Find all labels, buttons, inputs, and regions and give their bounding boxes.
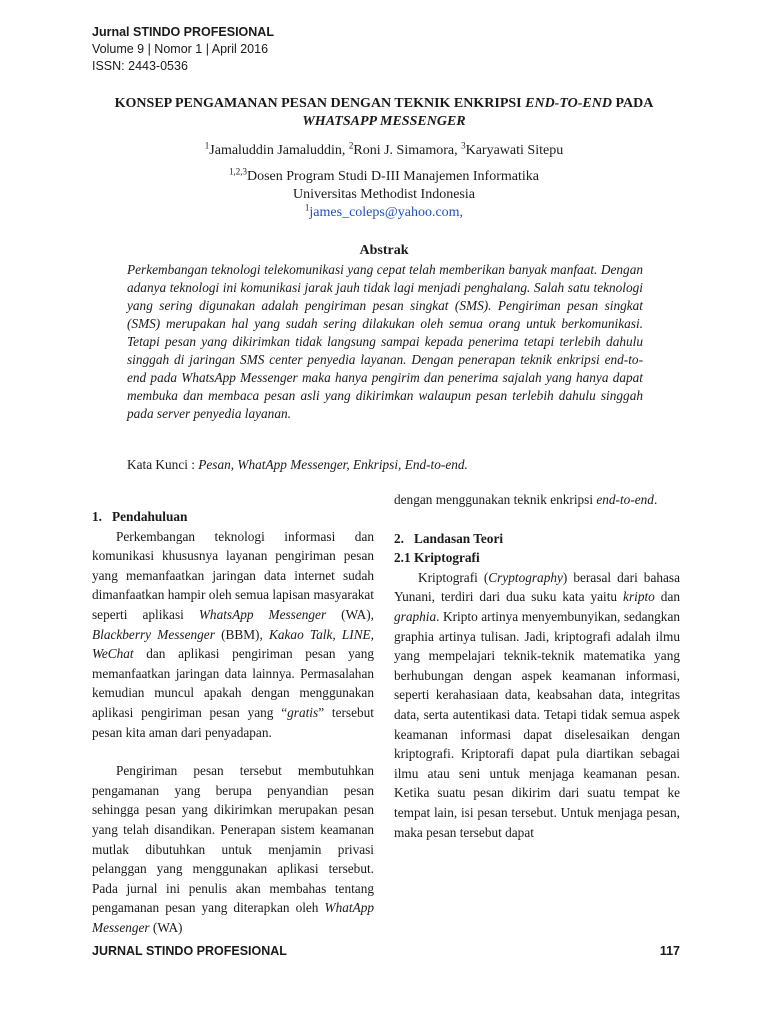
department: Dosen Program Studi D-III Manajemen Informatika: [247, 169, 539, 184]
text-run: Perkembangan teknologi informasi dan komunikasi khususnya layanan pengiriman pesan yang memanfaatkan jaringan data internet sudah dimanfaatkan hampir oleh semua lapisan masyarakat seperti aplikasi: [92, 528, 374, 622]
text-run: (WA): [149, 919, 183, 935]
affiliation: [60, 168, 708, 222]
keywords: [127, 457, 468, 473]
text-run-italic: Blackberry Messenger: [92, 626, 215, 642]
footer-journal-name: JURNAL STINDO PROFESIONAL: [92, 944, 287, 958]
text-run: ” tersebut pesan kita aman dari penyadapan.: [92, 704, 374, 740]
keywords-label: Kata Kunci :: [127, 457, 199, 472]
abstract-text: Perkembangan teknologi telekomunikasi yang cepat telah memberikan banyak manfaat. Dengan adanya teknologi ini komunikasi jarak jauh tidak lagi menjadi penghalang. Salah satu teknologi yang sering digunakan adalah pengiriman pesan singkat (SMS). Pengiriman pesan singkat (SMS) merupakan hal yang sudah sering dilakukan oleh semua orang untuk berkomunikasi. Tetapi pesan yang dikirimkan tidak langsung sampai kepada penerima tetapi terlebih dahulu singgah di jaringan SMS center penyedia layanan. Dengan penerapan teknik enkripsi end-to-end pada WhatsApp Messenger maka hanya pengirim dan penerima sajalah yang hanya dapat membuka dan membaca pesan asli yang dikirimkan walaupun pesan terlebih dahulu singgah pada server penyedia layanan.: [127, 262, 643, 421]
text-run-italic: graphia: [394, 608, 437, 624]
volume-line: Volume 9 | Nomor 1 | April 2016: [92, 42, 269, 56]
left-column: [92, 507, 374, 937]
title-line-2: WHATSAPP MESSENGER: [302, 114, 466, 129]
title-part-2: END-TO-END: [525, 96, 612, 111]
continuation-paragraph: [394, 490, 680, 510]
text-run-italic: WhatsApp Messenger: [198, 606, 327, 622]
section-1-paragraph-2: [92, 761, 374, 937]
text-run-italic: Cryptography: [488, 569, 563, 585]
email-sup: 1: [304, 202, 310, 213]
text-run-italic: WhatApp Messenger: [92, 900, 374, 935]
issn: ISSN: 2443-0536: [92, 59, 188, 73]
text-run-italic: Kakao Talk, LINE, WeChat: [92, 626, 375, 662]
text-run: (WA),: [326, 606, 374, 622]
author-list: [60, 140, 708, 159]
section-2-title: Landasan Teori: [414, 530, 504, 546]
abstract-heading: Abstrak: [359, 243, 409, 258]
text-run-italic: kripto: [623, 589, 655, 605]
text-run: . Kripto artinya menyembunyikan, sedangkan graphia artinya tulisan. Jadi, kriptografi adalah ilmu yang mempelajari teknik-teknik matematika yang berhubungan dengan aspek keamanan informasi, seperti kerahasiaan data, keabsahan data, integritas data, serta autentikasi data. Tetapi tidak semua aspek keamanan informasi dapat diselesaikan dengan kriptografi. Kriptorafi dapat pula diartikan sebagai ilmu atau seni untuk menjaga keamanan pesan. Ketika suatu pesan dikirim dari suatu tempat ke tempat lain, isi pesan tersebut. Untuk menjaga pesan, maka pesan tersebut dapat: [394, 608, 680, 840]
paper-title: [60, 95, 708, 131]
text-run: .: [653, 492, 658, 507]
title-part-1: KONSEP PENGAMANAN PESAN DENGAN TEKNIK ENKRIPSI: [114, 96, 526, 111]
keywords-value: Pesan, WhatApp Messenger, Enkripsi, End-to-end.: [198, 457, 468, 472]
text-run: dan aplikasi pengiriman pesan yang memanfaatkan jaringan data lainnya. Permasalahan kemudian muncul apakah dengan menggunakan aplikasi pengiriman pesan yang “: [92, 646, 374, 720]
author-3-sup: 3: [461, 140, 466, 151]
journal-name: Jurnal STINDO PROFESIONAL: [92, 25, 274, 39]
text-run: (BBM),: [214, 626, 270, 642]
title-part-3: PADA: [611, 96, 654, 111]
text-run: dan: [654, 589, 680, 605]
text-run: Pengiriman pesan tersebut membutuhkan pengamanan yang berupa penyandian pesan sehingga pesan yang dikirimkan merupakan pesan yang telah disandikan. Penerapan sistem keamanan mutlak dibutuhkan untuk menjamin privasi pelanggan yang menggunakan aplikasi tersebut. Pada jurnal ini penulis akan membahas tentang pengamanan pesan yang diterapkan oleh: [92, 763, 374, 916]
section-1-title: Pendahuluan: [112, 509, 188, 524]
author-3: Karyawati Sitepu: [465, 143, 564, 158]
text-run: ) berasal dari bahasa Yunani, terdiri dari dua suku kata yaitu: [394, 569, 680, 605]
right-column: [394, 490, 680, 842]
author-email-link[interactable]: james_coleps@yahoo.com,: [309, 205, 464, 220]
section-2-heading: [394, 529, 680, 549]
journal-header: [92, 24, 274, 75]
author-2-sup: 2: [348, 140, 354, 151]
university: Universitas Methodist Indonesia: [293, 187, 475, 202]
text-run-italic: gratis: [287, 704, 319, 720]
page-number: 117: [659, 944, 680, 958]
section-1-paragraph-1: [92, 527, 374, 743]
author-2: Roni J. Simamora,: [353, 143, 462, 158]
author-1-sup: 1: [204, 140, 210, 151]
author-1: Jamaluddin Jamaluddin,: [209, 143, 349, 158]
subsection-2-1-heading: 2.1 Kriptografi: [394, 550, 480, 566]
text-run-italic: end-to-end: [596, 492, 654, 507]
text-run: Kriptografi (: [418, 569, 489, 585]
page-footer: [92, 944, 680, 958]
section-2-number: 2.: [394, 530, 404, 546]
section-2-paragraph-1: [394, 568, 680, 842]
section-1-number: 1.: [92, 509, 102, 524]
section-1-heading: [92, 507, 374, 527]
text-run: dengan menggunakan teknik enkripsi: [394, 492, 597, 507]
affiliation-sup: 1,2,3: [229, 166, 247, 177]
